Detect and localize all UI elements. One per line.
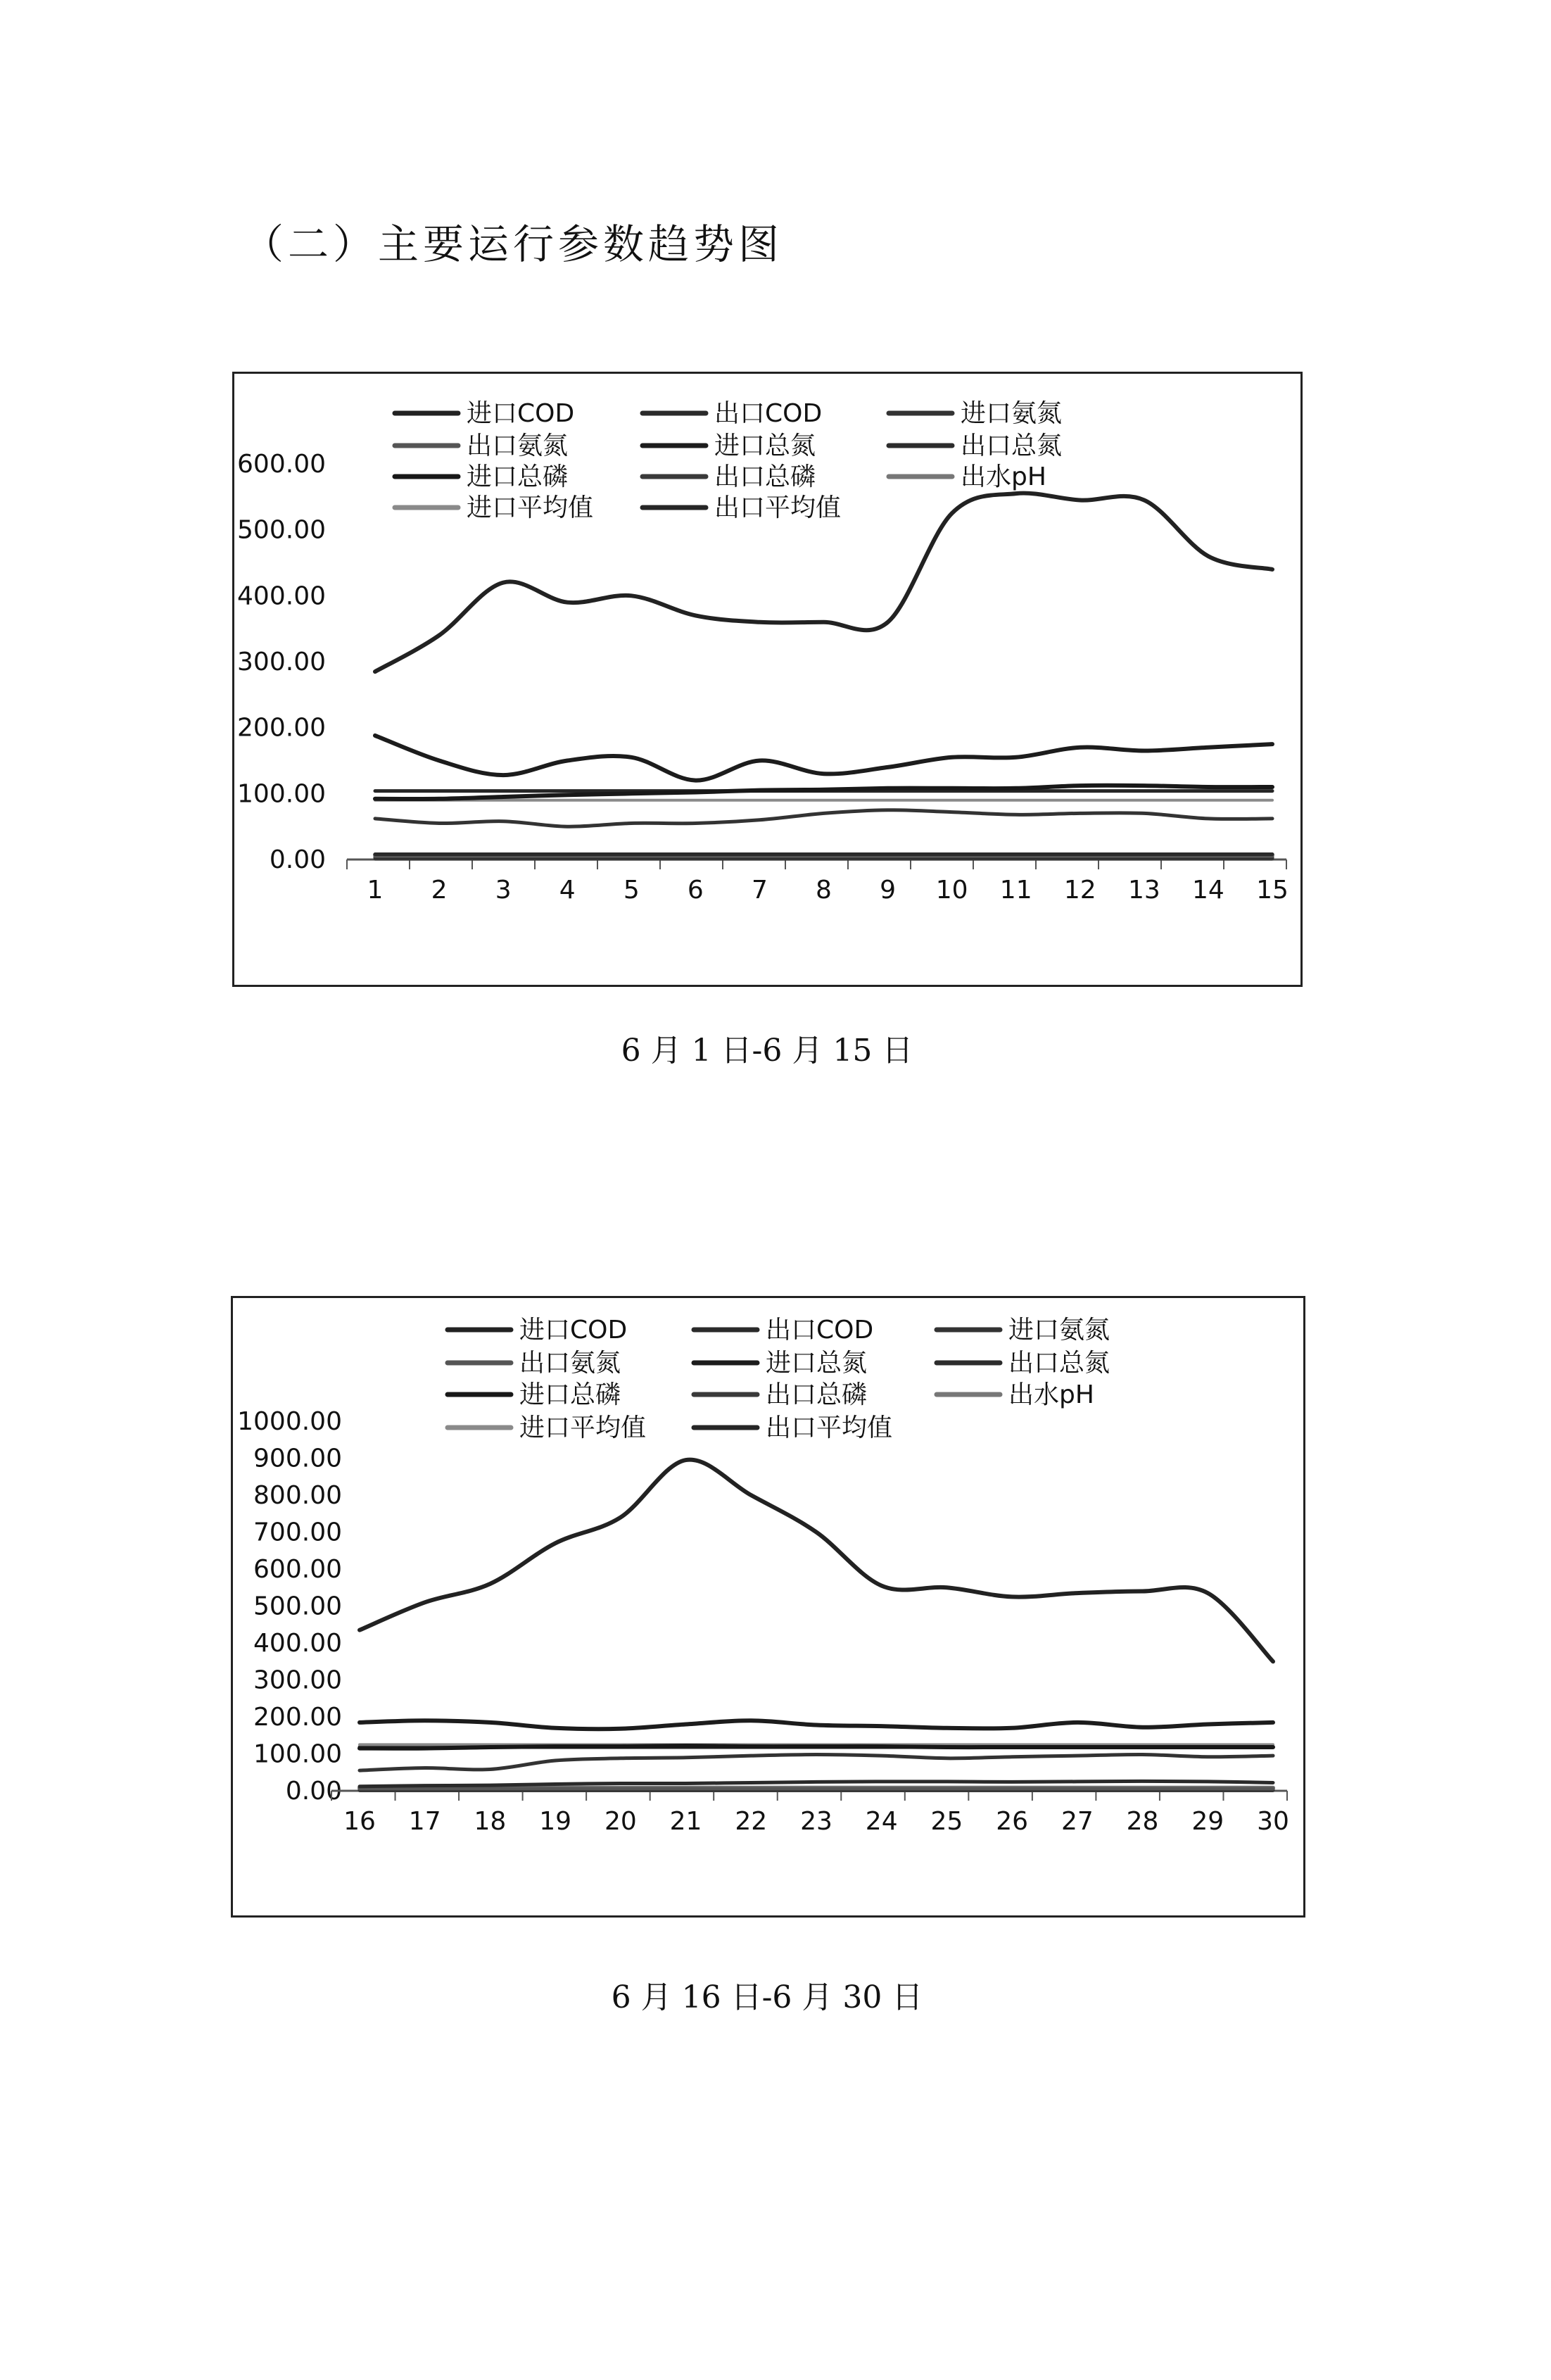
chart-1-legend-item xyxy=(642,462,816,491)
chart-2-y-tick-label: 1000.00 xyxy=(237,1407,342,1436)
chart-1-x-tick-label: 13 xyxy=(1127,876,1160,905)
chart-2-series-line xyxy=(360,1746,1273,1749)
chart-1-x-tick-label: 2 xyxy=(431,876,448,905)
chart-2-x-tick-label: 25 xyxy=(930,1807,963,1836)
chart-1-legend-item xyxy=(395,399,574,428)
chart-1-x-tick-label: 4 xyxy=(559,876,576,905)
chart-1-legend-label: 出口氨氮 xyxy=(467,432,569,460)
chart-2-y-tick-label: 500.00 xyxy=(253,1592,342,1621)
chart-2-series-line xyxy=(360,1720,1273,1729)
chart-1-series-group xyxy=(375,493,1272,860)
chart-2-legend-label: 出口平均值 xyxy=(766,1413,893,1442)
chart-2-legend-item xyxy=(694,1316,873,1345)
chart-2-x-tick-label: 27 xyxy=(1061,1807,1094,1836)
chart-1-legend-label: 进口总磷 xyxy=(467,462,569,491)
chart-2-legend-label: 出口氨氮 xyxy=(519,1349,621,1378)
chart-1-legend-item xyxy=(889,399,1062,428)
chart-1-series-line xyxy=(375,810,1272,826)
chart-2-x-tick-label: 17 xyxy=(408,1807,441,1836)
chart-1-y-tick-label: 100.00 xyxy=(237,779,326,809)
chart-2-container xyxy=(231,1296,1305,1918)
chart-1-x-tick-label: 6 xyxy=(687,876,704,905)
chart-2-caption: 6 月 16 日-6 月 30 日 xyxy=(611,1979,923,2015)
chart-2-x-tick-label: 29 xyxy=(1191,1807,1224,1836)
chart-2-y-tick-label: 800.00 xyxy=(253,1481,342,1510)
chart-2-y-tick-label: 300.00 xyxy=(253,1666,342,1695)
chart-1-x-tick-label: 14 xyxy=(1192,876,1224,905)
chart-1-legend-item xyxy=(642,432,816,460)
chart-2-legend-label: 出口COD xyxy=(766,1316,874,1345)
chart-2-series-group xyxy=(360,1460,1273,1791)
chart-1-y-tick-label: 500.00 xyxy=(237,515,326,545)
chart-1-y-tick-label: 600.00 xyxy=(237,450,326,479)
chart-2-x-tick-label: 23 xyxy=(800,1807,833,1836)
chart-2-legend-label: 进口总氮 xyxy=(766,1349,868,1378)
chart-2-legend xyxy=(448,1316,1110,1442)
chart-1-x-tick-label: 9 xyxy=(880,876,897,905)
chart-1-series-line xyxy=(375,736,1272,781)
chart-1-x-tick-label: 12 xyxy=(1063,876,1096,905)
chart-1-y-tick-label: 200.00 xyxy=(237,713,326,743)
chart-2-x-tick-label: 20 xyxy=(604,1807,637,1836)
chart-1-y-tick-label: 0.00 xyxy=(269,845,326,874)
chart-1-y-tick-label: 400.00 xyxy=(237,581,326,611)
chart-2-x-tick-label: 30 xyxy=(1257,1807,1289,1836)
chart-2-legend-label: 出水pH xyxy=(1008,1380,1094,1409)
chart-2-legend-item xyxy=(448,1413,646,1442)
chart-1-y-tick-label: 300.00 xyxy=(237,648,326,676)
chart-1-legend-label: 进口总氮 xyxy=(714,432,816,460)
chart-1-legend-item xyxy=(889,432,1062,460)
chart-2-x-tick-label: 28 xyxy=(1126,1807,1159,1836)
chart-1-legend-item xyxy=(642,493,841,522)
chart-2-legend-label: 进口氨氮 xyxy=(1008,1316,1110,1345)
chart-2-legend-label: 进口平均值 xyxy=(519,1413,647,1442)
chart-2-series-line xyxy=(360,1460,1273,1662)
chart-2-legend-item xyxy=(448,1380,621,1409)
chart-1-legend-item xyxy=(889,462,1046,491)
chart-2-x-tick-label: 24 xyxy=(865,1807,898,1836)
chart-2-legend-label: 进口总磷 xyxy=(519,1380,621,1409)
chart-1-x-tick-label: 8 xyxy=(816,876,832,905)
chart-2-legend-item xyxy=(448,1349,621,1378)
chart-2-x-tick-label: 18 xyxy=(474,1807,507,1836)
chart-1 xyxy=(234,374,1300,985)
chart-2-legend-label: 出口总磷 xyxy=(766,1380,868,1409)
chart-2-x-tick-label: 26 xyxy=(996,1807,1029,1836)
chart-1-x-tick-label: 7 xyxy=(751,876,768,905)
chart-1-legend-label: 进口氨氮 xyxy=(961,399,1063,428)
chart-2-y-tick-label: 100.00 xyxy=(253,1739,342,1769)
chart-1-x-tick-label: 15 xyxy=(1256,876,1289,905)
chart-1-legend-item xyxy=(395,462,568,491)
chart-2-series-line xyxy=(360,1754,1273,1770)
chart-1-x-tick-label: 1 xyxy=(367,876,384,905)
chart-1-legend-label: 进口平均值 xyxy=(467,493,594,522)
chart-1-legend-item xyxy=(395,493,593,522)
page-heading: （二）主要运行参数趋势图 xyxy=(243,220,784,268)
chart-2-y-tick-label: 600.00 xyxy=(253,1555,342,1584)
chart-2-legend-item xyxy=(937,1349,1110,1378)
chart-2-y-tick-label: 700.00 xyxy=(253,1518,342,1547)
chart-1-legend-label: 出口总磷 xyxy=(714,462,816,491)
chart-2-legend-item xyxy=(937,1316,1110,1345)
chart-1-legend-label: 出水pH xyxy=(961,462,1046,491)
chart-1-caption: 6 月 1 日-6 月 15 日 xyxy=(621,1033,913,1069)
chart-2-legend-label: 出口总氮 xyxy=(1008,1349,1110,1378)
chart-1-legend-label: 进口COD xyxy=(467,399,575,428)
chart-2-x-tick-label: 19 xyxy=(539,1807,572,1836)
chart-2-y-tick-label: 200.00 xyxy=(253,1703,342,1732)
chart-1-x-tick-label: 11 xyxy=(999,876,1032,905)
chart-1-legend-label: 出口COD xyxy=(714,399,823,428)
chart-2-x-tick-label: 22 xyxy=(735,1807,768,1836)
chart-2-y-tick-label: 400.00 xyxy=(253,1629,342,1658)
chart-2-legend-item xyxy=(937,1380,1094,1409)
chart-2-legend-label: 进口COD xyxy=(519,1316,628,1345)
chart-1-legend-item xyxy=(642,399,822,428)
chart-2-legend-item xyxy=(448,1316,627,1345)
chart-1-x-tick-label: 5 xyxy=(623,876,640,905)
chart-1-container xyxy=(232,372,1303,987)
chart-2-legend-item xyxy=(694,1380,867,1409)
chart-1-legend-label: 出口平均值 xyxy=(714,493,842,522)
chart-2-y-tick-label: 900.00 xyxy=(253,1444,342,1473)
chart-2-x-tick-label: 16 xyxy=(343,1807,376,1836)
chart-2-y-tick-label: 0.00 xyxy=(285,1777,342,1806)
chart-1-legend-label: 出口总氮 xyxy=(961,432,1063,460)
chart-1-x-tick-label: 3 xyxy=(495,876,512,905)
chart-2-legend-item xyxy=(694,1349,867,1378)
chart-2 xyxy=(233,1298,1303,1915)
chart-1-x-tick-label: 10 xyxy=(935,876,968,905)
chart-2-x-tick-label: 21 xyxy=(669,1807,702,1836)
chart-2-series-line xyxy=(360,1781,1273,1786)
chart-2-legend-item xyxy=(694,1413,892,1442)
chart-1-legend-item xyxy=(395,432,568,460)
